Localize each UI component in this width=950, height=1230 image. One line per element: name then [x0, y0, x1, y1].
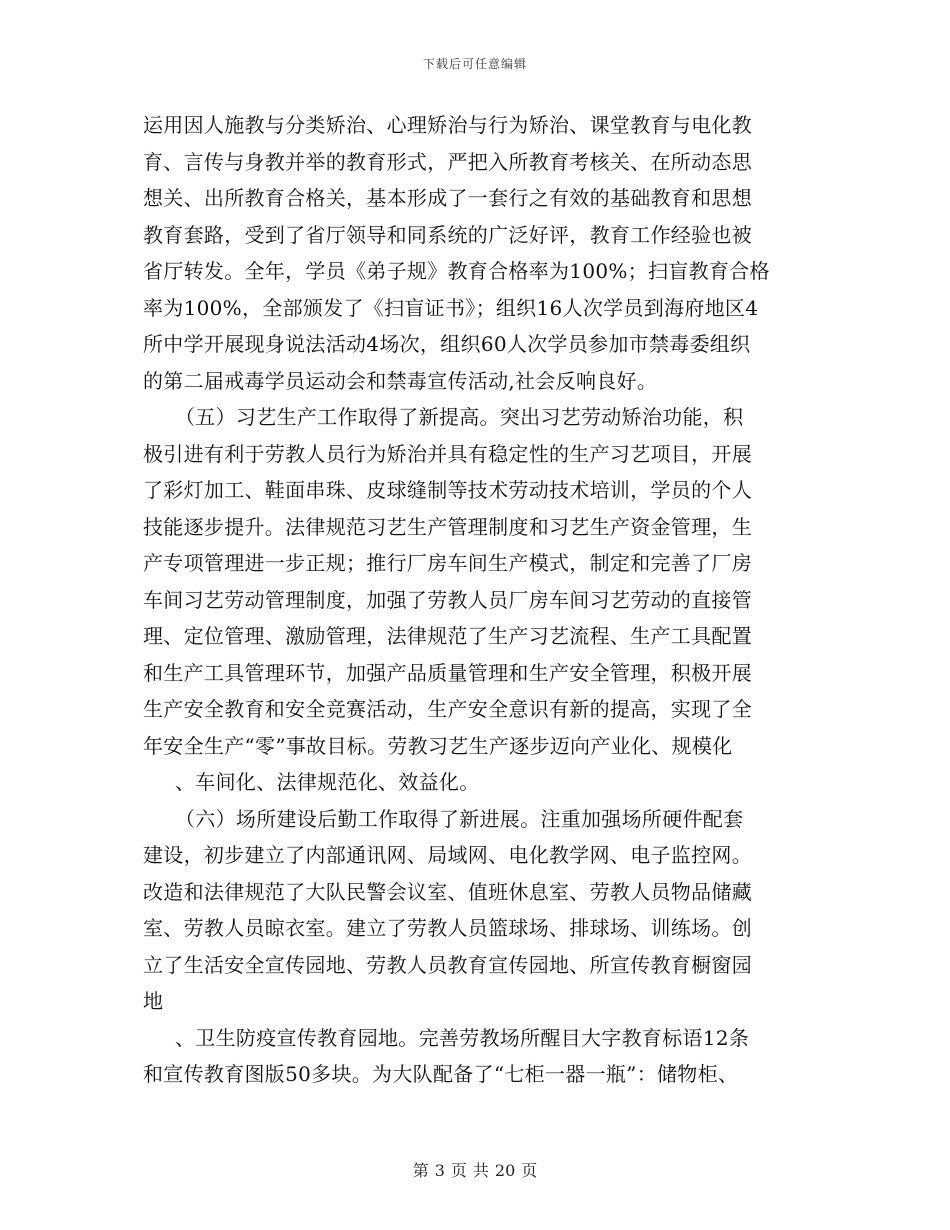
body-line: 的第二届戒毒学员运动会和禁毒宣传活动,社会反响良好。	[143, 368, 658, 393]
body-line: 理、定位管理、激励管理，法律规范了生产习艺流程、生产工具配置	[143, 624, 752, 648]
body-line: 生产安全教育和安全竞赛活动，生产安全意识有新的提高，实现了全	[143, 697, 752, 721]
body-line: 、车间化、法律规范化、效益化。	[175, 770, 480, 794]
body-line: 率为100%，全部颁发了《扫盲证书》；组织16人次学员到海府地区4	[143, 295, 759, 320]
page-footer-prefix: 第	[412, 1161, 429, 1180]
body-line: 极引进有利于劳教人员行为矫治并具有稳定性的生产习艺项目，开展	[143, 441, 752, 466]
body-line: 技能逐步提升。法律规范习艺生产管理制度和习艺生产资金管理，生	[143, 514, 752, 539]
body-line: 产专项管理进一步正规；推行厂房车间生产模式，制定和完善了厂房	[143, 551, 752, 575]
document-body	[143, 107, 807, 1093]
body-line: 了彩灯加工、鞋面串珠、皮球缝制等技术劳动技术培训，学员的个人	[143, 478, 752, 502]
body-line: 立了生活安全宣传园地、劳教人员教育宣传园地、所宣传教育橱窗园	[143, 952, 752, 977]
page-footer	[0, 1158, 950, 1181]
body-line: 、卫生防疫宣传教育园地。完善劳教场所醒目大字教育标语12条	[175, 1025, 750, 1050]
body-line: 车间习艺劳动管理制度，加强了劳教人员厂房车间习艺劳动的直接管	[143, 587, 752, 612]
body-line: 省厅转发。全年，学员《弟子规》教育合格率为100%；扫盲教育合格	[143, 259, 770, 283]
body-line: 地	[143, 989, 164, 1013]
page-total: 20	[494, 1161, 516, 1180]
body-line: 想关、出所教育合格关，基本形成了一套行之有效的基础教育和思想	[143, 186, 752, 210]
body-line: 年安全生产“零”事故目标。劳教习艺生产逐步迈向产业化、规模化	[143, 733, 733, 758]
paragraph-heading-line: （五）习艺生产工作取得了新提高。突出习艺劳动矫治功能，积	[175, 405, 744, 429]
body-line: 所中学开展现身说法活动4场次，组织60人次学员参加市禁毒委组织	[143, 332, 751, 356]
paragraph-heading-line: （六）场所建设后勤工作取得了新进展。注重加强场所硬件配套	[175, 806, 744, 831]
page-footer-middle1: 页	[450, 1161, 467, 1180]
page-header-note: 下载后可任意编辑	[422, 57, 527, 71]
body-line: 教育套路，受到了省厅领导和同系统的广泛好评，教育工作经验也被	[143, 222, 752, 247]
body-line: 和生产工具管理环节，加强产品质量管理和生产安全管理，积极开展	[143, 660, 752, 685]
body-line: 改造和法律规范了大队民警会议室、值班休息室、劳教人员物品储藏	[143, 879, 752, 904]
body-line: 室、劳教人员晾衣室。建立了劳教人员篮球场、排球场、训练场。创	[143, 916, 752, 940]
body-line: 育、言传与身教并举的教育形式，严把入所教育考核关、在所动态思	[143, 149, 752, 174]
page-number: 3	[434, 1161, 445, 1180]
page-footer-middle2: 共	[472, 1161, 489, 1180]
page-footer-suffix: 页	[521, 1161, 538, 1180]
body-line: 和宣传教育图版50多块。为大队配备了“七柜一器一瓶”：储物柜、	[143, 1062, 739, 1086]
body-line: 建设，初步建立了内部通讯网、局域网、电化教学网、电子监控网。	[143, 843, 752, 867]
body-line: 运用因人施教与分类矫治、心理矫治与行为矫治、课堂教育与电化教	[143, 113, 752, 137]
